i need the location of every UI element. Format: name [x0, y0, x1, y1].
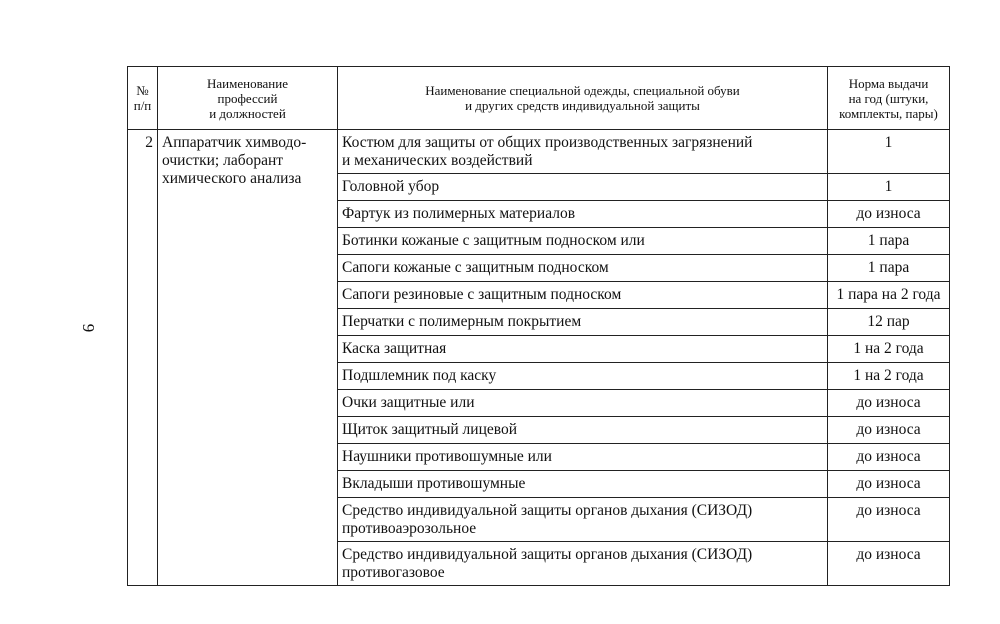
- norm-cell: 12 пар: [828, 309, 950, 336]
- ppe-item-cell: Наушники противошумные или: [338, 444, 828, 471]
- profession-cell: Аппаратчик химводо- очистки; лаборант химического анализа: [158, 130, 338, 586]
- ppe-item-cell: Вкладыши противошумные: [338, 471, 828, 498]
- ppe-item-cell: Перчатки с полимерным покрытием: [338, 309, 828, 336]
- ppe-item-cell: Каска защитная: [338, 336, 828, 363]
- norm-cell: до износа: [828, 542, 950, 586]
- ppe-item-cell: Сапоги резиновые с защитным подноском: [338, 282, 828, 309]
- norm-cell: 1: [828, 174, 950, 201]
- ppe-item-cell: Костюм для защиты от общих производственных загрязнений и механических воздействий: [338, 130, 828, 174]
- ppe-item-cell: Сапоги кожаные с защитным подноском: [338, 255, 828, 282]
- ppe-item-cell: Подшлемник под каску: [338, 363, 828, 390]
- header-profession: Наименование профессий и должностей: [158, 67, 338, 130]
- norm-cell: до износа: [828, 498, 950, 542]
- ppe-item-cell: Головной убор: [338, 174, 828, 201]
- ppe-item-cell: Щиток защитный лицевой: [338, 417, 828, 444]
- norm-cell: 1: [828, 130, 950, 174]
- ppe-item-cell: Очки защитные или: [338, 390, 828, 417]
- ppe-item-cell: Ботинки кожаные с защитным подноском или: [338, 228, 828, 255]
- norm-cell: до износа: [828, 201, 950, 228]
- norm-cell: 1 пара: [828, 255, 950, 282]
- ppe-norms-table: [127, 66, 950, 586]
- row-number: 2: [128, 130, 158, 586]
- header-norm: Норма выдачи на год (штуки, комплекты, пары): [828, 67, 950, 130]
- norm-cell: до износа: [828, 471, 950, 498]
- norm-cell: 1 на 2 года: [828, 363, 950, 390]
- page-number: 9: [79, 323, 98, 333]
- norm-cell: 1 пара на 2 года: [828, 282, 950, 309]
- table-row: [128, 130, 950, 174]
- norm-cell: 1 пара: [828, 228, 950, 255]
- ppe-item-cell: Средство индивидуальной защиты органов дыхания (СИЗОД) противоаэрозольное: [338, 498, 828, 542]
- header-number: № п/п: [128, 67, 158, 130]
- norm-cell: 1 на 2 года: [828, 336, 950, 363]
- header-ppe-item: Наименование специальной одежды, специальной обуви и других средств индивидуальной защиты: [338, 67, 828, 130]
- ppe-item-cell: Фартук из полимерных материалов: [338, 201, 828, 228]
- ppe-item-cell: Средство индивидуальной защиты органов дыхания (СИЗОД) противогазовое: [338, 542, 828, 586]
- norm-cell: до износа: [828, 390, 950, 417]
- norm-cell: до износа: [828, 444, 950, 471]
- table-header-row: [128, 67, 950, 130]
- norm-cell: до износа: [828, 417, 950, 444]
